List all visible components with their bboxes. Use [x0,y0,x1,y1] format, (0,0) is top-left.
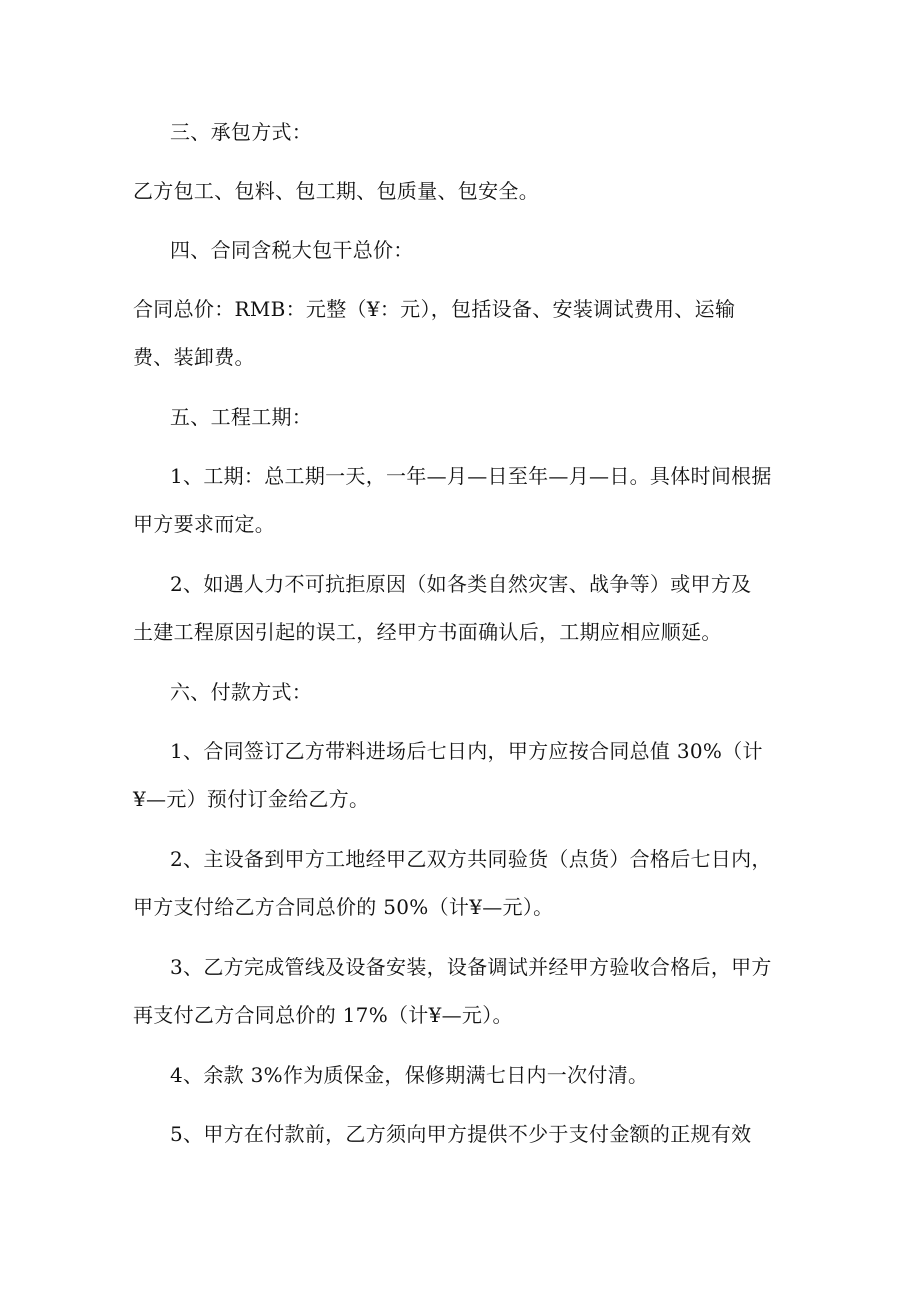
paragraph-text: ¥—元）预付订金给乙方。 [133,787,370,811]
section-heading-contracting-method: 三、承包方式： [170,120,313,144]
paragraph-text: 甲方要求而定。 [133,512,276,536]
paragraph-text: 1、工期：总工期一天，一年—月—日至年—月—日。具体时间根据 [170,464,772,488]
paragraph-text: 5、甲方在付款前，乙方须向甲方提供不少于支付金额的正规有效 [170,1122,752,1146]
paragraph-text: 3、乙方完成管线及设备安装，设备调试并经甲方验收合格后，甲方 [170,955,772,979]
paragraph-text: 乙方包工、包料、包工期、包质量、包安全。 [133,179,539,203]
paragraph-text: 土建工程原因引起的误工，经甲方书面确认后，工期应相应顺延。 [133,620,722,644]
paragraph-text: 费、装卸费。 [133,345,255,369]
paragraph-text: 再支付乙方合同总价的 17%（计¥—元）。 [133,1003,513,1027]
paragraph-text: 2、如遇人力不可抗拒原因（如各类自然灾害、战争等）或甲方及 [170,572,752,596]
paragraph-text: 4、余款 3%作为质保金，保修期满七日内一次付清。 [170,1063,649,1087]
paragraph-text: 1、合同签订乙方带料进场后七日内，甲方应按合同总值 30%（计 [170,739,763,763]
paragraph-text: 甲方支付给乙方合同总价的 50%（计¥—元）。 [133,895,554,919]
section-heading-contract-price: 四、合同含税大包干总价： [170,238,414,262]
section-heading-payment-method: 六、付款方式： [170,680,313,704]
paragraph-text: 合同总价：RMB：元整（¥：元），包括设备、安装调试费用、运输 [133,297,736,321]
paragraph-text: 2、主设备到甲方工地经甲乙双方共同验货（点货）合格后七日内， [170,847,772,871]
section-heading-construction-period: 五、工程工期： [170,405,313,429]
